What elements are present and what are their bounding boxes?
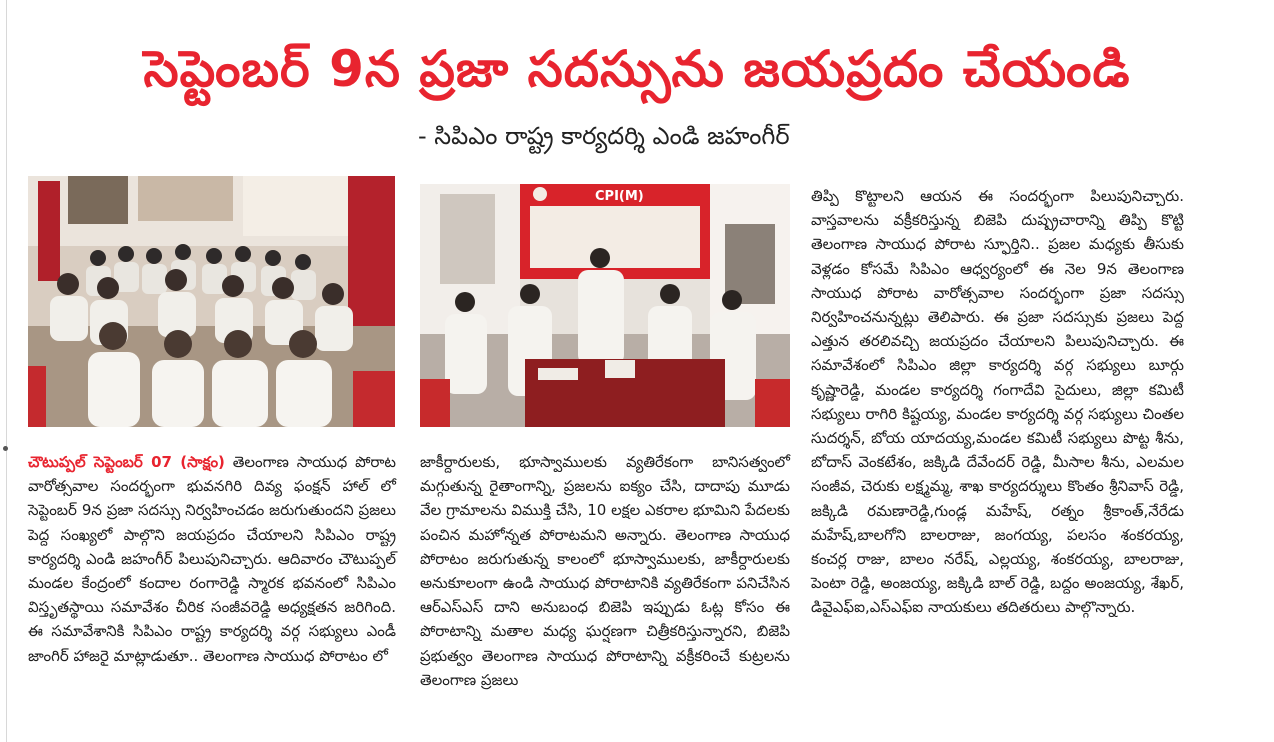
article-column-1	[28, 450, 396, 668]
dateline: చౌటుప్పల్ సెప్టెంబర్ 07 (సాక్షం)	[28, 453, 225, 471]
column-1-text: తెలంగాణ సాయుధ పోరాట వారోత్సవాల సందర్భంగా భువనగిరి దివ్య ఫంక్షన్ హాల్ లో సెప్టెంబర్ 9న ప్రజా సదస్సు నిర్వహించడం జరుగుతుందని ప్రజలు పెద్ద సంఖ్యలో పాల్గొని జయప్రదం చేయాలని సిపిఎం రాష్ట్ర కార్యదర్శి ఎండి జహంగీర్ పిలుపునిచ్చారు. ఆదివారం చౌటుప్పల్ మండల కేంద్రంలో కందాల రంగారెడ్డి స్మారక భవనంలో సిపిఎం విస్తృతస్థాయి సమావేశం చీరిక సంజీవరెడ్డి అధ్యక్షతన జరిగింది. ఈ సమావేశానికి సిపిఎం రాష్ట్ర కార్యదర్శి వర్గ సభ్యులు ఎండీ జాంగిర్ హాజరై మాట్లాడుతూ.. తెలంగాణ సాయుధ పోరాటం లో	[28, 453, 396, 665]
column-2-text: జాకీర్దారులకు, భూస్వాములకు వ్యతిరేకంగా బానిసత్వంలో మగ్గుతున్న రైతాంగాన్ని, ప్రజలను ఐక్యం చేసి, దాదాపు మూడు వేల గ్రామాలను విముక్తి చేసి, 10 లక్షల ఎకరాల భూమిని పేదలకు పంచిన మహోన్నత పోరాటమని అన్నారు. తెలంగాణ సాయుధ పోరాటం జరుగుతున్న కాలంలో భూస్వాములకు, జాకీర్దారులకు అనుకూలంగా ఉండి సాయుధ పోరాటానికి వ్యతిరేకంగా పనిచేసిన ఆర్ఎస్ఎస్ దాని అనుబంధ బిజెపి ఇప్పుడు ఓట్ల కోసం ఈ పోరాటాన్ని మతాల మధ్య ఘర్షణగా చిత్రీకరిస్తున్నారని, బిజెపి ప్రభుత్వం తెలంగాణ సాయుధ పోరాటాన్ని వక్రీకరించే కుట్రలను తెలంగాణ ప్రజలు	[420, 453, 790, 689]
article-column-2	[420, 450, 790, 692]
page-edge-rule	[6, 0, 7, 742]
article-column-3	[811, 184, 1184, 620]
banner-text: CPI(M)	[595, 189, 644, 204]
column-3-text: తిప్పి కొట్టాలని ఆయన ఈ సందర్భంగా పిలుపునిచ్చారు. వాస్తవాలను వక్రీకరిస్తున్న బిజెపి దుష్ప్రచారాన్ని తిప్పి కొట్టి తెలంగాణ సాయుధ పోరాట స్ఫూర్తిని.. ప్రజల మధ్యకు తీసుకు వెళ్లడం కోసమే సిపిఎం ఆధ్వర్యంలో ఈ నెల 9న తెలంగాణ సాయుధ పోరాట వారోత్సవాల సందర్భంగా ప్రజా సదస్సు నిర్వహించనున్నట్లు తెలిపారు. ఈ ప్రజా సదస్సుకు ప్రజలు పెద్ద ఎత్తున తరలివచ్చి జయప్రదం చేయాలని పిలుపునిచ్చారు. ఈ సమావేశంలో సిపిఎం జిల్లా కార్యదర్శి వర్గ సభ్యులు బూర్గు కృష్ణారెడ్డి, మండల కార్యదర్శి గంగాదేవి సైదులు, జిల్లా కమిటీ సభ్యులు రాగిరి కిష్టయ్య, మండల కార్యదర్శి వర్గ సభ్యులు చింతల సుదర్శన్, బోయ యాదయ్య,మండల కమిటీ సభ్యులు పొట్ట శీను, బోదాస్ వెంకటేశం, జక్కిడి దేవేందర్ రెడ్డి, మీసాల శీను, ఎలమల సంజీవ, చెరుకు లక్ష్మమ్మ, శాఖ కార్యదర్శులు కొంతం శ్రీనివాస్ రెడ్డి, జక్కిడి రమణారెడ్డి,గుండ్ల మహేష్, రత్నం శ్రీకాంత్,నేరేడు మహేష్,బాలగోని బాలరాజు, జంగయ్య, పలసం శంకరయ్య, కంచర్ల రాజు, బాలం నరేష్, ఎల్లయ్య, శంకరయ్య, బాలరాజు, పెంటా రెడ్డి, అంజయ్య, జక్కిడి బాల్ రెడ్డి, బద్దం అంజయ్య, శేఖర్, డివైఎఫ్ఐ,ఎస్ఎఫ్ఐ నాయకులు తదితరులు పాల్గొన్నారు.	[811, 187, 1184, 617]
audience-photo	[28, 176, 395, 427]
page-edge-dot	[3, 446, 8, 451]
dais-photo	[420, 184, 790, 427]
headline: సెప్టెంబర్ 9న ప్రజా సదస్సును జయప్రదం చేయండి	[143, 40, 1131, 98]
byline: - సిపిఎం రాష్ట్ర కార్యదర్శి ఎండి జహంగీర్	[418, 122, 790, 150]
